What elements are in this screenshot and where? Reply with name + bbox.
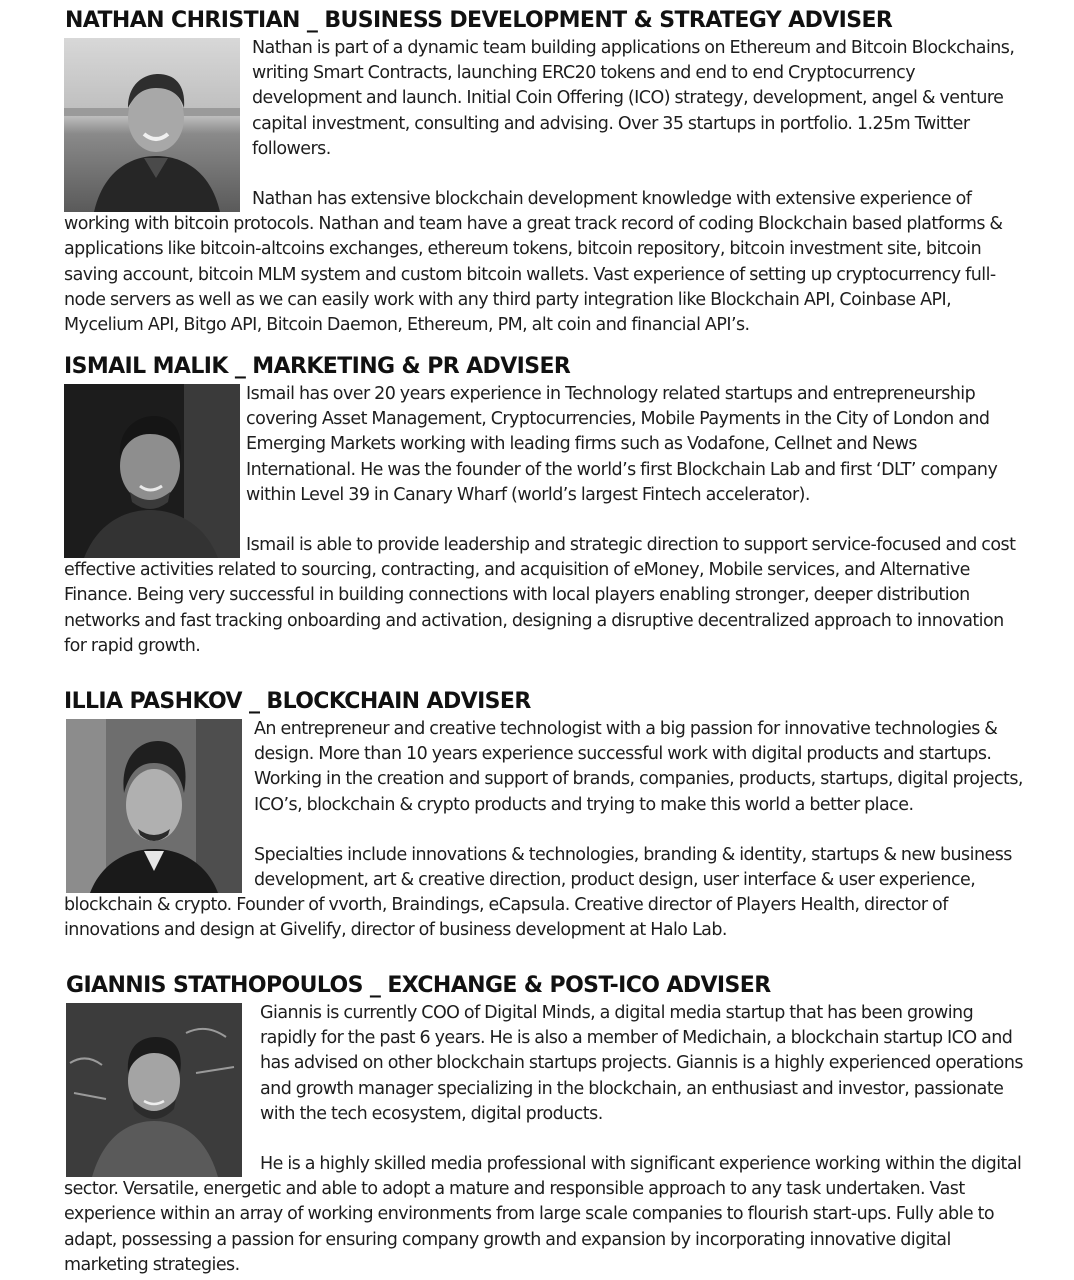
adviser-photo xyxy=(66,1003,242,1177)
adviser-bio-paragraph: He is a highly skilled media professional with significant experience working within the digital sector. Versatile, energetic and able to adopt a mature and responsible approach to any task undertaken. Vast experience within an array of working environments from large scale companies to flourish start-ups. Fully able to adapt, possessing a passion for ensuring company growth and expansion by incorporating innovative digital marketing strategies. xyxy=(64,1154,1022,1275)
adviser-bio-paragraph: An entrepreneur and creative technologist with a big passion for innovative technologies & design. More than 10 years experience successful work with digital products and startups. Working in the creation and support of brands, companies, products, startups, digital projects, ICO’s, blockchain & crypto products and trying to make this world a better place. xyxy=(254,719,1023,815)
adviser-bio-paragraph: Giannis is currently COO of Digital Minds, a digital media startup that has been growing rapidly for the past 6 years. He is also a member of Medichain, a blockchain startup ICO and has advised on other blockchain startups projects. Giannis is a highly experienced operations and growth manager specializing in the blockchain, an enthusiast and investor, passionate with the tech ecosystem, digital products. xyxy=(260,1003,1023,1124)
adviser-photo xyxy=(64,384,240,558)
adviser-section-nathan-christian xyxy=(64,8,1024,338)
adviser-section-giannis-stathopoulos xyxy=(64,973,1024,1278)
adviser-bio-paragraph: Ismail has over 20 years experience in Technology related startups and entrepreneurship covering Asset Management, Cryptocurrencies, Mobile Payments in the City of London and Emerging Markets working with leading firms such as Vodafone, Cellnet and News International. He was the founder of the world’s first Blockchain Lab and first ‘DLT’ company within Level 39 in Canary Wharf (world’s largest Fintech accelerator). xyxy=(246,384,998,505)
adviser-heading: ISMAIL MALIK _ MARKETING & PR ADVISER xyxy=(64,354,571,379)
adviser-bio-paragraph: Nathan is part of a dynamic team building applications on Ethereum and Bitcoin Blockchains, writing Smart Contracts, launching ERC20 tokens and end to end Cryptocurrency development and launch. Initial Coin Offering (ICO) strategy, development, angel & venture capital investment, consulting and advising. Over 35 startups in portfolio. 1.25m Twitter followers. xyxy=(252,38,1015,159)
adviser-heading: GIANNIS STATHOPOULOS _ EXCHANGE & POST-ICO ADVISER xyxy=(66,973,771,998)
adviser-bio-paragraph: Ismail is able to provide leadership and strategic direction to support service-focused and cost effective activities related to sourcing, contracting, and acquisition of eMoney, Mobile services, and Alternative Finance. Being very successful in building connections with local players enabling stronger, deeper distribution networks and fast tracking onboarding and activation, designing a disruptive decentralized approach to innovation for rapid growth. xyxy=(64,535,1016,656)
adviser-heading: ILLIA PASHKOV _ BLOCKCHAIN ADVISER xyxy=(64,689,531,714)
adviser-bio-paragraph: Specialties include innovations & technologies, branding & identity, startups & new business development, art & creative direction, product design, user interface & user experience, blockchain & crypto. Founder of vvorth, Braindings, eCapsula. Creative director of Players Health, director of innovations and design at Givelify, director of business development at Halo Lab. xyxy=(64,844,1012,941)
adviser-photo xyxy=(64,38,240,212)
adviser-heading: NATHAN CHRISTIAN _ BUSINESS DEVELOPMENT & STRATEGY ADVISER xyxy=(65,8,893,33)
adviser-section-ismail-malik xyxy=(64,354,1024,659)
adviser-bio-paragraph: Nathan has extensive blockchain development knowledge with extensive experience of working with bitcoin protocols. Nathan and team have a great track record of coding Blockchain based platforms & applications like bitcoin-altcoins exchanges, ethereum tokens, bitcoin repository, bitcoin investment site, bitcoin saving account, bitcoin MLM system and custom bitcoin wallets. Vast experience of setting up cryptocurrency full-node servers as well as we can easily work with any third party integration like Blockchain API, Coinbase API, Mycelium API, Bitgo API, Bitcoin Daemon, Ethereum, PM, alt coin and financial API’s. xyxy=(64,189,1003,336)
adviser-section-illia-pashkov xyxy=(64,689,1024,944)
adviser-photo xyxy=(66,719,242,893)
